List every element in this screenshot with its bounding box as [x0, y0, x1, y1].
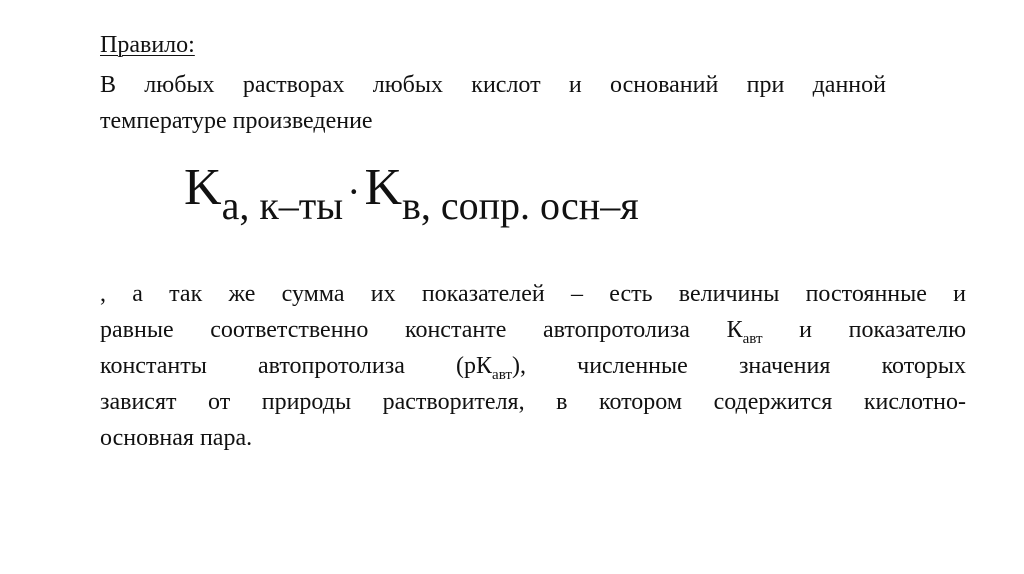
body-line-3: [100, 348, 966, 384]
rule-heading: Правило:: [100, 32, 195, 58]
formula-multiply-dot: ·: [347, 169, 361, 214]
body-line-5: основная пара.: [100, 425, 253, 451]
body-line-2-text-a: равные соответственно константе автопротолиза К: [100, 317, 743, 343]
body-paragraph: [100, 276, 966, 456]
body-line-1: , а так же сумма их показателей – есть величины постоянные и: [100, 281, 966, 307]
body-line-2: [100, 312, 966, 348]
body-line-2-text-b: и показателю: [762, 317, 966, 343]
ion-product-formula: [184, 158, 824, 248]
formula-sub-base: в, сопр. осн–я: [402, 183, 639, 228]
formula-k-acid: K: [184, 159, 222, 216]
formula-k-base: K: [364, 159, 402, 216]
k-aut-subscript: авт: [742, 331, 763, 347]
body-line-4: зависят от природы растворителя, в котором содержится кислотно-: [100, 389, 966, 415]
intro-line-2: температуре произведение: [100, 108, 373, 134]
body-line-3-text-a: константы автопротолиза (рК: [100, 353, 493, 379]
formula-sub-acid: а, к–ты: [221, 183, 344, 228]
pk-aut-subscript: авт: [492, 367, 512, 383]
intro-line-1: В любых растворах любых кислот и оснований при данной: [100, 72, 886, 98]
body-line-3-text-b: ), численные значения которых: [511, 353, 966, 379]
